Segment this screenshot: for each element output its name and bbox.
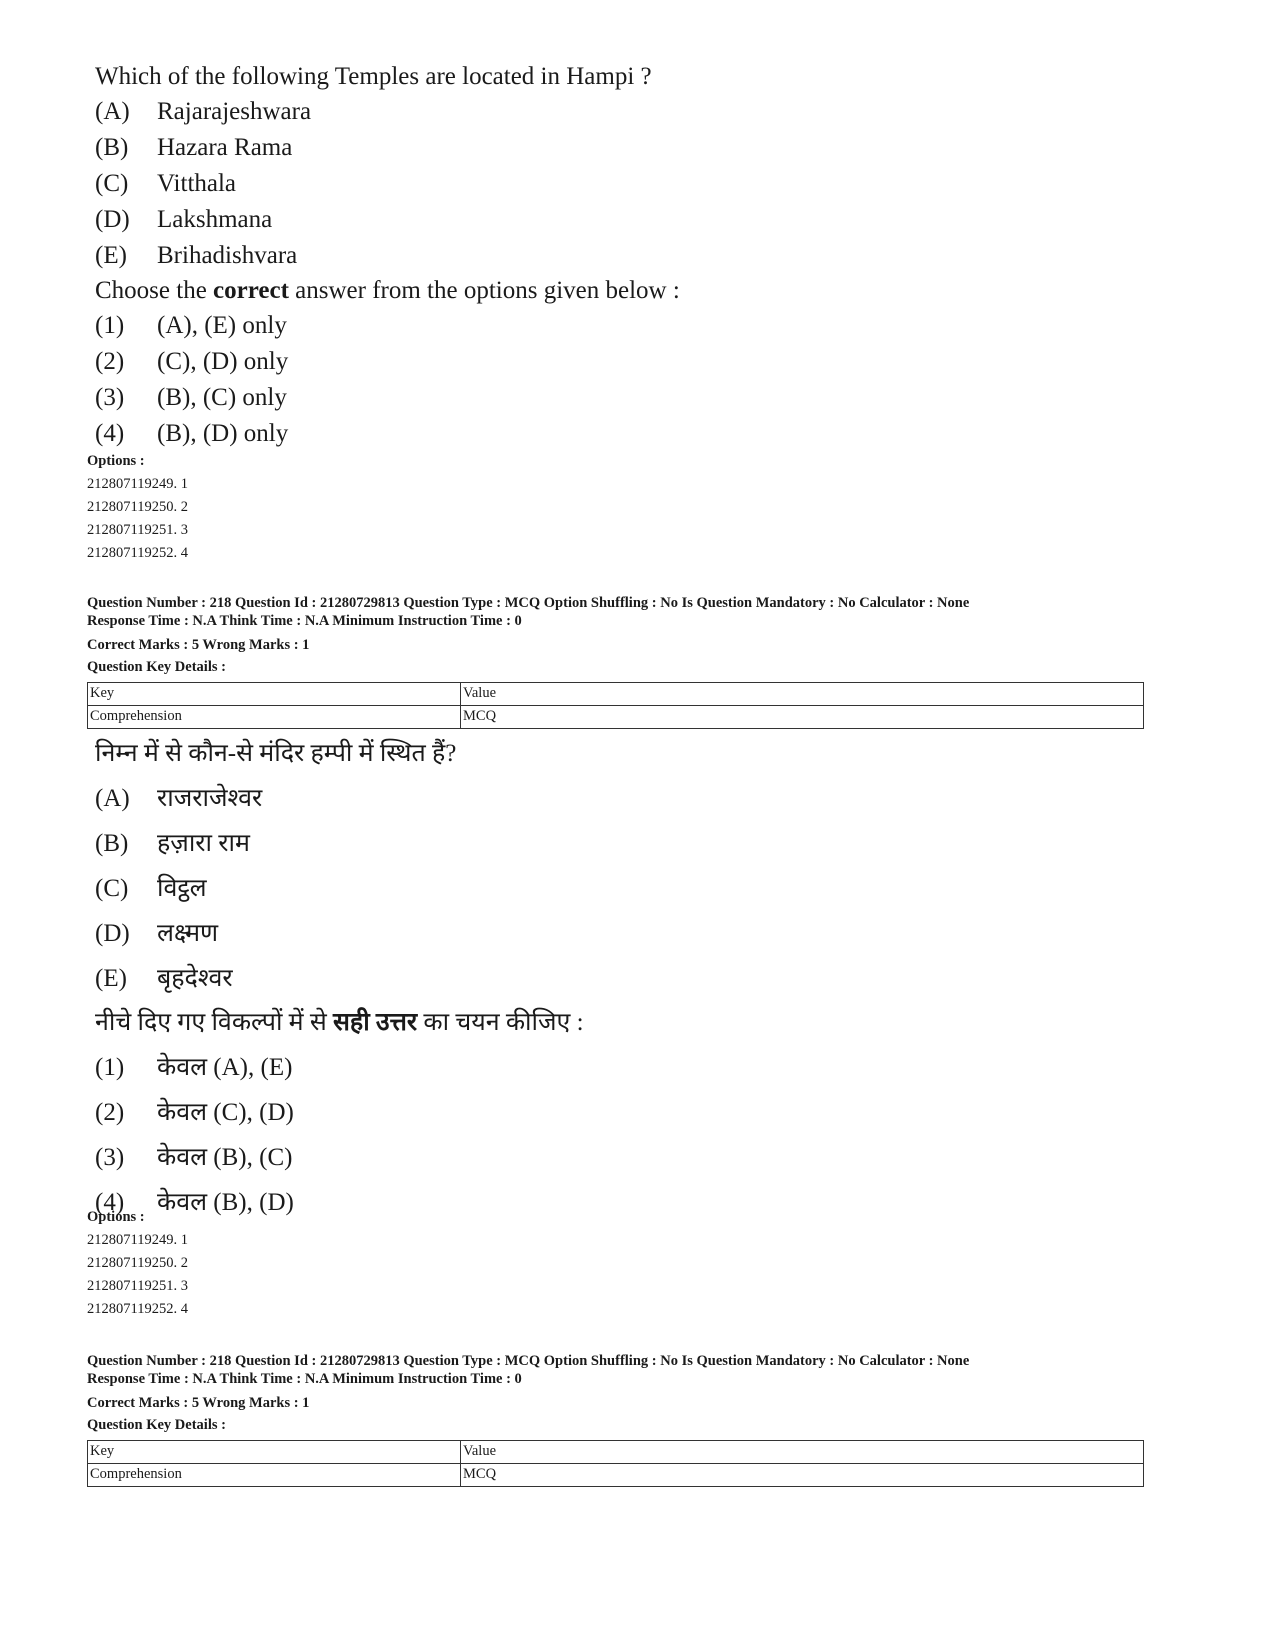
- statement-mark: (C): [95, 170, 129, 197]
- statement-mark: (D): [95, 206, 130, 233]
- table-header-row: [88, 683, 1144, 706]
- options-block: [87, 450, 188, 565]
- statement-mark: (B): [95, 134, 129, 161]
- options-label: Options :: [87, 1209, 145, 1225]
- choose-pre: Choose the: [95, 277, 214, 304]
- statement-mark: (A): [95, 98, 130, 125]
- answer-text: केवल (B), (D): [157, 1189, 294, 1216]
- statement-mark: (E): [95, 242, 127, 269]
- question-meta: [87, 594, 1144, 729]
- statement-item: [95, 130, 680, 166]
- answer-option: [95, 1090, 584, 1135]
- option-id: 212807119252. 4: [87, 545, 188, 561]
- answer-text: केवल (C), (D): [157, 1099, 294, 1126]
- statement-text: Hazara Rama: [157, 134, 293, 161]
- answer-mark: (4): [95, 420, 125, 447]
- statement-mark: (B): [95, 830, 129, 857]
- choose-instruction: [95, 274, 680, 308]
- answer-mark: (3): [95, 1144, 125, 1171]
- statement-list: [95, 94, 680, 274]
- statement-item: [95, 956, 584, 1001]
- statement-text: Lakshmana: [157, 206, 273, 233]
- question-stem: निम्न में से कौन-से मंदिर हम्पी में स्थित हैं?: [95, 740, 457, 767]
- option-id: 212807119251. 3: [87, 1278, 188, 1294]
- question-english: [95, 60, 680, 452]
- statement-mark: (C): [95, 875, 129, 902]
- answer-mark: (2): [95, 1099, 125, 1126]
- meta-line: Response Time : N.A Think Time : N.A Minimum Instruction Time : 0: [87, 613, 522, 629]
- answer-option: [95, 380, 680, 416]
- statement-item: [95, 202, 680, 238]
- statement-text: लक्ष्मण: [157, 920, 219, 947]
- option-id: 212807119250. 2: [87, 499, 188, 515]
- question-meta: [87, 1352, 1144, 1487]
- answer-text: केवल (A), (E): [157, 1054, 293, 1081]
- table-cell: Value: [461, 683, 1144, 706]
- answer-text: (A), (E) only: [157, 312, 287, 339]
- table-cell: Key: [88, 683, 461, 706]
- choose-instruction: [95, 1001, 584, 1045]
- answer-text: केवल (B), (C): [157, 1144, 293, 1171]
- option-id: 212807119249. 1: [87, 476, 188, 492]
- answer-option: [95, 416, 680, 452]
- key-table: [87, 682, 1144, 729]
- answer-mark: (2): [95, 348, 125, 375]
- statement-text: हज़ारा राम: [157, 830, 250, 857]
- answer-list: [95, 308, 680, 452]
- statement-item: [95, 866, 584, 911]
- question-stem: Which of the following Temples are located in Hampi ?: [95, 63, 652, 90]
- statement-text: Brihadishvara: [157, 242, 298, 269]
- statement-item: [95, 911, 584, 956]
- statement-item: [95, 238, 680, 274]
- answer-text: (C), (D) only: [157, 348, 289, 375]
- table-cell: Comprehension: [88, 706, 461, 729]
- statement-mark: (D): [95, 920, 130, 947]
- question-hindi: [95, 732, 584, 1225]
- answer-option: [95, 1045, 584, 1090]
- option-id: 212807119249. 1: [87, 1232, 188, 1248]
- choose-pre: नीचे दिए गए विकल्पों में से: [95, 1009, 334, 1036]
- table-row: [88, 706, 1144, 729]
- answer-text: (B), (D) only: [157, 420, 289, 447]
- key-details-label: Question Key Details :: [87, 1417, 226, 1433]
- statement-mark: (E): [95, 965, 127, 992]
- answer-mark: (4): [95, 1189, 125, 1216]
- key-table: [87, 1440, 1144, 1487]
- answer-text: (B), (C) only: [157, 384, 287, 411]
- table-cell: Value: [461, 1441, 1144, 1464]
- statement-item: [95, 776, 584, 821]
- option-id: 212807119250. 2: [87, 1255, 188, 1271]
- table-cell: Key: [88, 1441, 461, 1464]
- statement-mark: (A): [95, 785, 130, 812]
- answer-list: [95, 1045, 584, 1225]
- table-row: [88, 1464, 1144, 1487]
- answer-mark: (1): [95, 1054, 125, 1081]
- statement-list: [95, 776, 584, 1001]
- statement-item: [95, 166, 680, 202]
- marks-line: Correct Marks : 5 Wrong Marks : 1: [87, 637, 310, 653]
- statement-text: Vitthala: [157, 170, 237, 197]
- marks-line: Correct Marks : 5 Wrong Marks : 1: [87, 1395, 310, 1411]
- meta-line: Response Time : N.A Think Time : N.A Minimum Instruction Time : 0: [87, 1371, 522, 1387]
- choose-post: answer from the options given below :: [288, 277, 680, 304]
- statement-text: राजराजेश्वर: [157, 785, 263, 812]
- answer-mark: (3): [95, 384, 125, 411]
- statement-item: [95, 821, 584, 866]
- meta-line: Question Number : 218 Question Id : 21280729813 Question Type : MCQ Option Shuffling : No Is Question Mandatory : No Calculator : None: [87, 595, 970, 611]
- options-label: Options :: [87, 453, 145, 469]
- option-id: 212807119252. 4: [87, 1301, 188, 1317]
- options-block: [87, 1206, 188, 1321]
- choose-bold: सही उत्तर: [333, 1009, 418, 1036]
- choose-bold: correct: [213, 277, 289, 304]
- table-header-row: [88, 1441, 1144, 1464]
- table-cell: MCQ: [461, 1464, 1144, 1487]
- statement-text: विट्ठल: [157, 875, 207, 902]
- answer-option: [95, 1135, 584, 1180]
- answer-mark: (1): [95, 312, 125, 339]
- choose-post: का चयन कीजिए :: [417, 1009, 584, 1036]
- key-details-label: Question Key Details :: [87, 659, 226, 675]
- table-cell: MCQ: [461, 706, 1144, 729]
- statement-text: बृहदेश्वर: [157, 965, 233, 992]
- statement-text: Rajarajeshwara: [157, 98, 312, 125]
- table-cell: Comprehension: [88, 1464, 461, 1487]
- meta-line: Question Number : 218 Question Id : 21280729813 Question Type : MCQ Option Shuffling : No Is Question Mandatory : No Calculator : None: [87, 1353, 970, 1369]
- option-id: 212807119251. 3: [87, 522, 188, 538]
- answer-option: [95, 344, 680, 380]
- statement-item: [95, 94, 680, 130]
- answer-option: [95, 308, 680, 344]
